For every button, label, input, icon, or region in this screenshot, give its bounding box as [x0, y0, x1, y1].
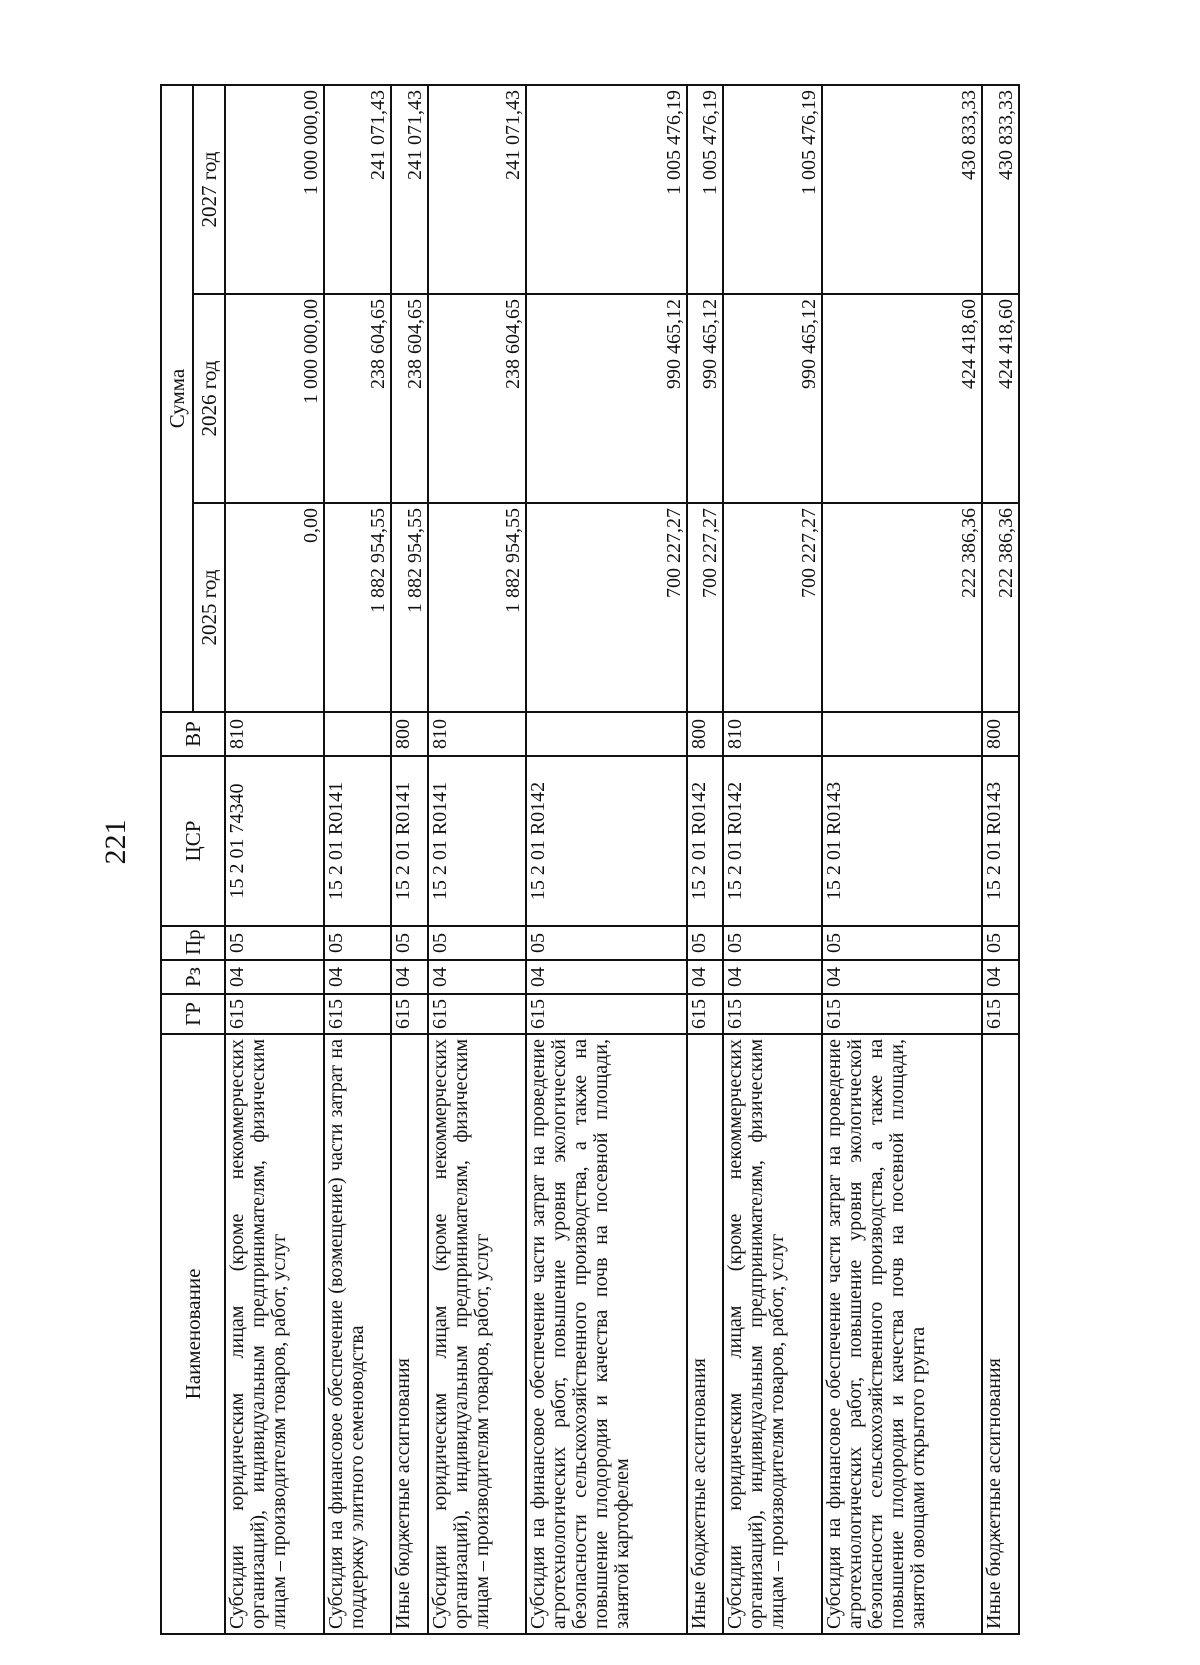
cell-csr: 15 2 01 R0142 [723, 756, 822, 926]
cell-pr: 05 [822, 926, 982, 960]
cell-pr: 05 [324, 926, 392, 960]
cell-pr: 05 [723, 926, 822, 960]
cell-2025: 1 882 954,55 [324, 503, 392, 712]
cell-csr: 15 2 01 R0143 [822, 756, 982, 926]
cell-2025: 700 227,27 [526, 503, 686, 712]
page-number: 221 [99, 819, 132, 865]
cell-gr: 615 [687, 994, 724, 1034]
table-row [225, 85, 324, 1634]
cell-2025: 0,00 [225, 503, 324, 712]
cell-2027: 241 071,43 [391, 85, 428, 294]
cell-2026: 1 000 000,00 [225, 294, 324, 503]
cell-2026: 238 604,65 [428, 294, 527, 503]
cell-gr: 615 [822, 994, 982, 1034]
cell-rz: 04 [982, 960, 1019, 994]
cell-2026: 424 418,60 [982, 294, 1019, 503]
cell-2025: 700 227,27 [687, 503, 724, 712]
cell-2026: 990 465,12 [723, 294, 822, 503]
cell-2025: 700 227,27 [723, 503, 822, 712]
header-pr: Пр [161, 926, 225, 960]
cell-name: Субсидия на финансовое обеспечение части затрат на проведение агротехнологических работ, повышение уровня экологической безопасности сельскохозяйственного производства, а также на повышение плодородия и качества почв на посевной площади, занятой овощами открытого грунта [822, 1034, 982, 1634]
cell-gr: 615 [324, 994, 392, 1034]
cell-vr: 810 [428, 712, 527, 756]
cell-name: Субсидии юридическим лицам (кроме некоммерческих организаций), индивидуальным предпринимателям, физическим лицам – производителям товаров, работ, услуг [723, 1034, 822, 1634]
cell-name: Иные бюджетные ассигнования [687, 1034, 724, 1634]
budget-table-rotated [160, 85, 1020, 1635]
cell-rz: 04 [687, 960, 724, 994]
cell-name: Субсидия на финансовое обеспечение (возмещение) части затрат на поддержку элитного семеноводства [324, 1034, 392, 1634]
table-row [428, 85, 527, 1634]
cell-vr [822, 712, 982, 756]
cell-name: Субсидии юридическим лицам (кроме некоммерческих организаций), индивидуальным предпринимателям, физическим лицам – производителям товаров, работ, услуг [428, 1034, 527, 1634]
cell-2027: 430 833,33 [982, 85, 1019, 294]
cell-2025: 1 882 954,55 [391, 503, 428, 712]
cell-pr: 05 [428, 926, 527, 960]
cell-2027: 241 071,43 [428, 85, 527, 294]
cell-2027: 430 833,33 [822, 85, 982, 294]
cell-pr: 05 [687, 926, 724, 960]
cell-pr: 05 [982, 926, 1019, 960]
cell-rz: 04 [324, 960, 392, 994]
cell-name: Субсидия на финансовое обеспечение части затрат на проведение агротехнологических работ, повышение уровня экологической безопасности сельскохозяйственного производства, а также на повышение плодородия и качества почв на посевной площади, занятой картофелем [526, 1034, 686, 1634]
cell-2027: 1 005 476,19 [723, 85, 822, 294]
cell-gr: 615 [526, 994, 686, 1034]
cell-csr: 15 2 01 R0142 [526, 756, 686, 926]
table-row [723, 85, 822, 1634]
cell-2026: 990 465,12 [687, 294, 724, 503]
cell-2027: 1 000 000,00 [225, 85, 324, 294]
cell-vr: 810 [723, 712, 822, 756]
header-year-2026: 2026 год [193, 294, 225, 503]
cell-vr: 800 [391, 712, 428, 756]
cell-rz: 04 [526, 960, 686, 994]
cell-2027: 241 071,43 [324, 85, 392, 294]
cell-vr: 800 [982, 712, 1019, 756]
cell-pr: 05 [391, 926, 428, 960]
table-row [324, 85, 392, 1634]
cell-gr: 615 [723, 994, 822, 1034]
header-name: Наименование [161, 1034, 225, 1634]
cell-2025: 222 386,36 [822, 503, 982, 712]
header-year-2025: 2025 год [193, 503, 225, 712]
header-rz: Рз [161, 960, 225, 994]
cell-rz: 04 [225, 960, 324, 994]
table-row [687, 85, 724, 1634]
table-header-row [161, 85, 193, 1634]
cell-csr: 15 2 01 74340 [225, 756, 324, 926]
cell-vr: 800 [687, 712, 724, 756]
table-body [225, 85, 1019, 1634]
cell-csr: 15 2 01 R0141 [391, 756, 428, 926]
header-vr: ВР [161, 712, 225, 756]
cell-vr: 810 [225, 712, 324, 756]
header-year-2027: 2027 год [193, 85, 225, 294]
cell-gr: 615 [391, 994, 428, 1034]
cell-pr: 05 [225, 926, 324, 960]
cell-vr [526, 712, 686, 756]
cell-csr: 15 2 01 R0141 [428, 756, 527, 926]
cell-rz: 04 [428, 960, 527, 994]
cell-2026: 238 604,65 [324, 294, 392, 503]
cell-rz: 04 [723, 960, 822, 994]
cell-pr: 05 [526, 926, 686, 960]
header-gr: ГР [161, 994, 225, 1034]
cell-csr: 15 2 01 R0141 [324, 756, 392, 926]
cell-name: Иные бюджетные ассигнования [982, 1034, 1019, 1634]
cell-rz: 04 [391, 960, 428, 994]
cell-2025: 222 386,36 [982, 503, 1019, 712]
cell-rz: 04 [822, 960, 982, 994]
cell-2026: 990 465,12 [526, 294, 686, 503]
header-sum: Сумма [161, 85, 193, 712]
cell-name: Субсидии юридическим лицам (кроме некоммерческих организаций), индивидуальным предпринимателям, физическим лицам – производителям товаров, работ, услуг [225, 1034, 324, 1634]
cell-2027: 1 005 476,19 [526, 85, 686, 294]
cell-csr: 15 2 01 R0142 [687, 756, 724, 926]
cell-csr: 15 2 01 R0143 [982, 756, 1019, 926]
header-csr: ЦСР [161, 756, 225, 926]
table-row [526, 85, 686, 1634]
table-row [982, 85, 1019, 1634]
cell-vr [324, 712, 392, 756]
cell-gr: 615 [225, 994, 324, 1034]
cell-2025: 1 882 954,55 [428, 503, 527, 712]
cell-name: Иные бюджетные ассигнования [391, 1034, 428, 1634]
cell-2026: 424 418,60 [822, 294, 982, 503]
cell-2027: 1 005 476,19 [687, 85, 724, 294]
cell-2026: 238 604,65 [391, 294, 428, 503]
cell-gr: 615 [428, 994, 527, 1034]
table-row [391, 85, 428, 1634]
cell-gr: 615 [982, 994, 1019, 1034]
table-row [822, 85, 982, 1634]
budget-table [160, 84, 1020, 1635]
